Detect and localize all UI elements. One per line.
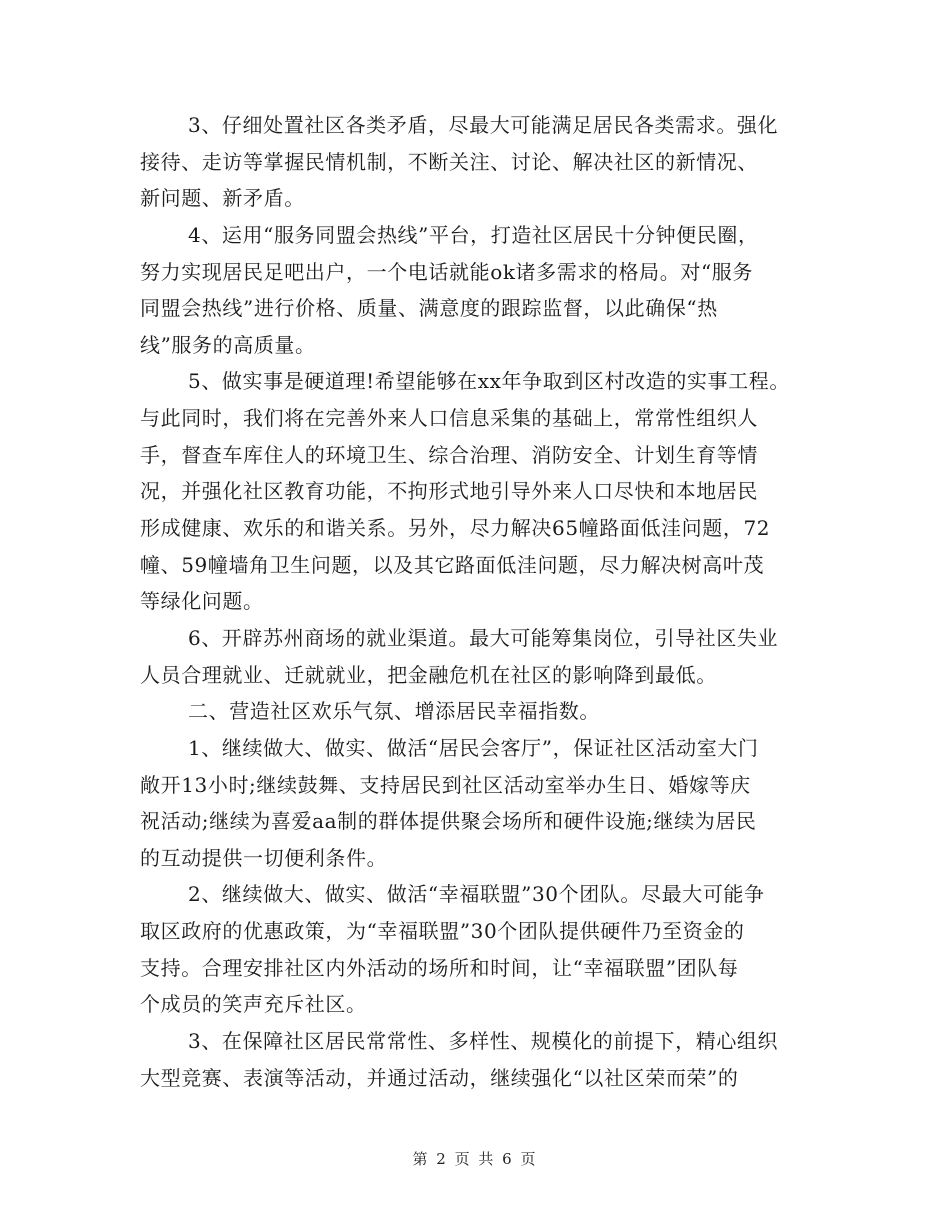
text-line: 新问题、新矛盾。	[140, 186, 305, 211]
text-line: 祝活动;继续为喜爱aa制的群体提供聚会场所和硬件设施;继续为居民	[140, 809, 757, 834]
text-line: 5、做实事是硬道理!希望能够在xx年争取到区村改造的实事工程。	[188, 369, 790, 394]
text-line: 4、运用“服务同盟会热线”平台，打造社区居民十分钟便民圈，	[188, 222, 759, 247]
text-line: 1、继续做大、做实、做活“居民会客厅”，保证社区活动室大门	[188, 735, 759, 760]
text-line: 6、开辟苏州商场的就业渠道。最大可能筹集岗位，引导社区失业	[188, 625, 779, 650]
text-line: 3、仔细处置社区各类矛盾，尽最大可能满足居民各类需求。强化	[188, 113, 779, 137]
text-line: 与此同时，我们将在完善外来人口信息采集的基础上，常常性组织人	[140, 406, 758, 431]
text-line: 人员合理就业、迁就就业，把金融危机在社区的影响降到最低。	[140, 662, 717, 687]
text-line: 况，并强化社区教育功能，不拘形式地引导外来人口尽快和本地居民	[140, 479, 758, 504]
text-line: 3、在保障社区居民常常性、多样性、规模化的前提下，精心组织	[188, 1029, 779, 1054]
text-line: 二、营造社区欢乐气氛、增添居民幸福指数。	[188, 699, 600, 724]
text-line: 形成健康、欢乐的和谐关系。另外，尽力解决65幢路面低洼问题，72	[140, 516, 771, 541]
text-line: 2、继续做大、做实、做活“幸福联盟”30个团队。尽最大可能争	[188, 882, 765, 907]
text-line: 手，督查车库住人的环境卫生、综合治理、消防安全、计划生育等情	[140, 442, 758, 467]
text-line: 同盟会热线”进行价格、质量、满意度的跟踪监督，以此确保“热	[140, 296, 718, 321]
text-line: 支持。合理安排社区内外活动的场所和时间，让“幸福联盟”团队每	[140, 955, 739, 980]
text-line: 敞开13小时;继续鼓舞、支持居民到社区活动室举办生日、婚嫁等庆	[140, 772, 751, 797]
text-line: 个成员的笑声充斥社区。	[140, 992, 367, 1017]
document-body	[140, 107, 820, 1096]
text-line: 大型竞赛、表演等活动，并通过活动，继续强化“以社区荣而荣”的	[140, 1065, 739, 1090]
text-line: 线”服务的高质量。	[140, 332, 316, 357]
text-line: 接待、走访等掌握民情机制，不断关注、讨论、解决社区的新情况、	[140, 149, 758, 174]
text-line: 幢、59幢墙角卫生问题，以及其它路面低洼问题，尽力解决树高叶茂	[140, 552, 765, 577]
text-line: 的互动提供一切便利条件。	[140, 845, 388, 870]
text-line: 等绿化问题。	[140, 589, 264, 614]
text-line: 取区政府的优惠政策，为“幸福联盟”30个团队提供硬件乃至资金的	[140, 919, 745, 944]
text-line: 努力实现居民足吧出户，一个电话就能ok诸多需求的格局。对“服务	[140, 259, 753, 284]
page-footer: 第 2 页 共 6 页	[412, 1150, 538, 1168]
